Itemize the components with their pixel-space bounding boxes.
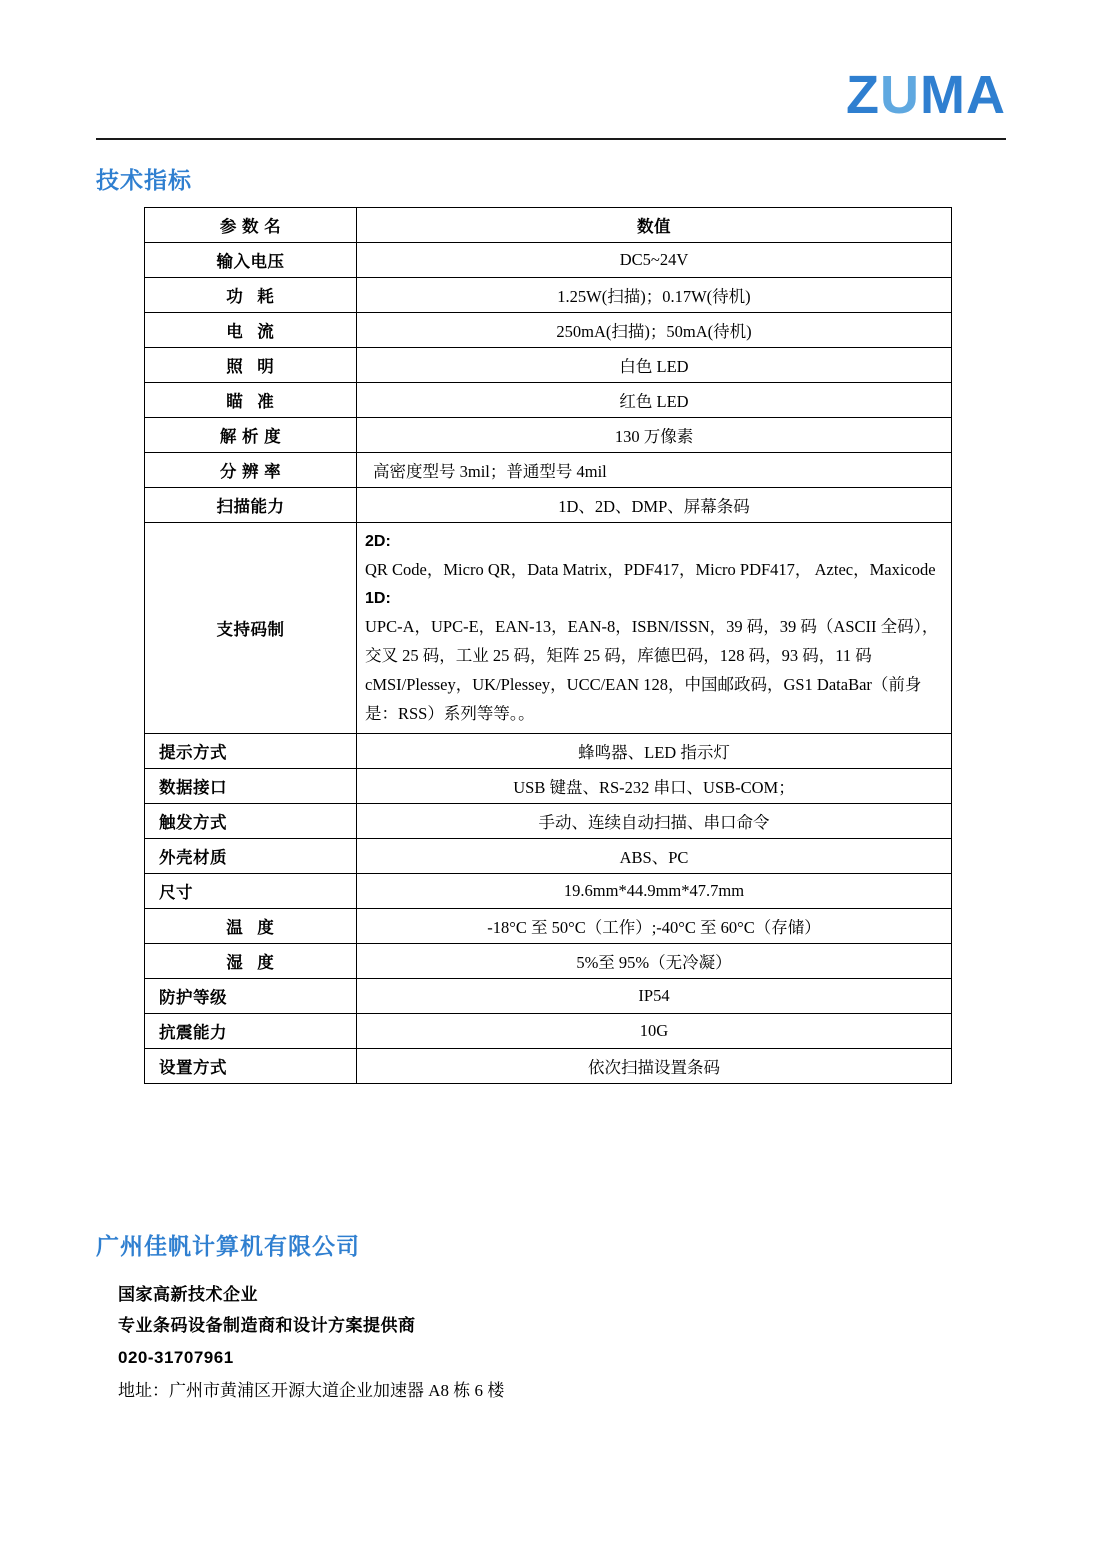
footer-line-certification: 国家高新技术企业 (118, 1285, 258, 1304)
footer-address: 地址：广州市黄浦区开源大道企业加速器 A8 栋 6 楼 (118, 1381, 505, 1401)
row-value: 5%至 95%（无冷凝） (357, 944, 952, 979)
row-label: 抗震能力 (145, 1014, 357, 1049)
row-value: DC5~24V (357, 243, 952, 278)
row-label: 扫描能力 (145, 488, 357, 523)
row-label: 触发方式 (145, 804, 357, 839)
row-value: 130 万像素 (357, 418, 952, 453)
table-row (145, 453, 952, 488)
row-label: 输入电压 (145, 243, 357, 278)
zuma-logo (846, 65, 1006, 125)
page-header (96, 60, 1006, 140)
row-label: 电 流 (145, 313, 357, 348)
page-footer (96, 1228, 996, 1407)
row-label: 分 辨 率 (145, 453, 357, 488)
table-row (145, 383, 952, 418)
row-value: -18°C 至 50°C（工作）;-40°C 至 60°C（存储） (357, 909, 952, 944)
row-label: 数据接口 (145, 769, 357, 804)
codes-2d-title: 2D: (365, 533, 391, 550)
table-row (145, 804, 952, 839)
table-row (145, 313, 952, 348)
row-value: IP54 (357, 979, 952, 1014)
row-value: 红色 LED (357, 383, 952, 418)
table-row (145, 278, 952, 313)
row-label: 照 明 (145, 348, 357, 383)
row-label: 设置方式 (145, 1049, 357, 1084)
row-value: 19.6mm*44.9mm*47.7mm (357, 874, 952, 909)
logo-text: ZUMA (846, 65, 1006, 125)
row-label: 瞄 准 (145, 383, 357, 418)
table-row (145, 488, 952, 523)
table-row (145, 1014, 952, 1049)
table-row (145, 734, 952, 769)
table-row (145, 839, 952, 874)
table-row (145, 243, 952, 278)
row-label: 解 析 度 (145, 418, 357, 453)
column-header-parameter: 参 数 名 (145, 208, 357, 243)
row-value: 白色 LED (357, 348, 952, 383)
row-value: 250mA(扫描)；50mA(待机) (357, 313, 952, 348)
table-row (145, 874, 952, 909)
row-value: USB 键盘、RS-232 串口、USB-COM； (357, 769, 952, 804)
row-label: 温 度 (145, 909, 357, 944)
table-row-supported-codes (145, 523, 952, 734)
company-name: 广州佳帆计算机有限公司 (96, 1233, 360, 1259)
supported-codes-cell (357, 523, 952, 734)
table-row (145, 944, 952, 979)
codes-1d-title: 1D: (365, 589, 391, 607)
row-value: 1D、2D、DMP、屏幕条码 (357, 488, 952, 523)
row-label: 尺寸 (145, 874, 357, 909)
column-header-value: 数值 (357, 208, 952, 243)
row-value: 高密度型号 3mil；普通型号 4mil (357, 453, 952, 488)
row-label: 外壳材质 (145, 839, 357, 874)
row-value: 蜂鸣器、LED 指示灯 (357, 734, 952, 769)
row-value: ABS、PC (357, 839, 952, 874)
table-row (145, 348, 952, 383)
table-header-row (145, 208, 952, 243)
row-label: 提示方式 (145, 734, 357, 769)
row-value: 手动、连续自动扫描、串口命令 (357, 804, 952, 839)
spec-table (144, 207, 952, 1084)
header-divider (96, 138, 1006, 140)
row-value: 依次扫描设置条码 (357, 1049, 952, 1084)
row-value: 10G (357, 1014, 952, 1049)
row-label: 支持码制 (145, 523, 357, 734)
table-row (145, 979, 952, 1014)
row-label: 湿 度 (145, 944, 357, 979)
codes-1d-body: UPC-A，UPC-E，EAN-13，EAN-8，ISBN/ISSN，39 码，39 码（ASCII 全码），交叉 25 码，工业 25 码，矩阵 25 码，库德巴码，128 码，93 码，11 码 cMSI/Plessey，UK/Plessey，UCC/EAN 128，中国邮政码，GS1 DataBar（前身是：RSS）系列等等。。 (365, 616, 939, 723)
table-row (145, 418, 952, 453)
footer-line-business: 专业条码设备制造商和设计方案提供商 (118, 1316, 416, 1336)
section-title: 技术指标 (96, 167, 192, 193)
table-row (145, 1049, 952, 1084)
footer-details (96, 1279, 996, 1407)
footer-phone: 020-31707961 (118, 1347, 234, 1367)
row-label: 功 耗 (145, 278, 357, 313)
table-row (145, 769, 952, 804)
codes-2d-body: QR Code，Micro QR，Data Matrix，PDF417，Micro PDF417， Aztec，Maxicode (365, 560, 936, 579)
row-value: 1.25W(扫描)；0.17W(待机) (357, 278, 952, 313)
table-row (145, 909, 952, 944)
row-label: 防护等级 (145, 979, 357, 1014)
